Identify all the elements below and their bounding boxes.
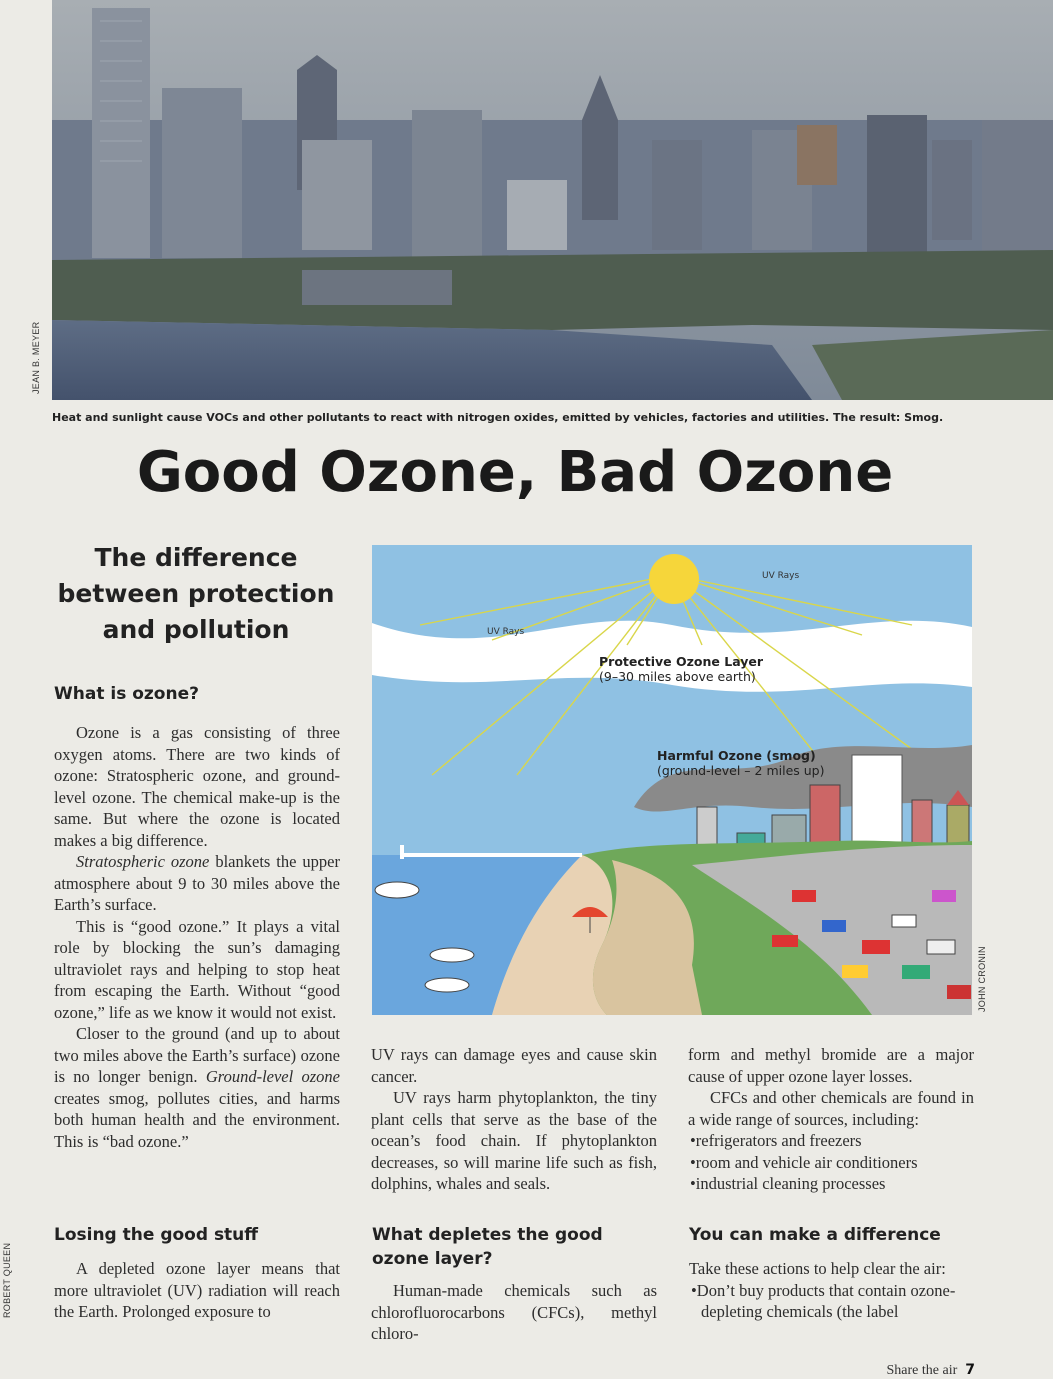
emphasis: Stratospheric ozone [76,852,210,871]
photo-caption: Heat and sunlight cause VOCs and other pollutants to react with nitrogen oxides, emitted by vehicles, factories and utilities. The result: Smog. [52,411,944,424]
paragraph [54,851,340,916]
actions-list [689,1280,975,1323]
uv-rays-label-left: UV Rays [487,627,525,637]
page-title: Good Ozone, Bad Ozone [136,440,894,505]
middle-column-text [371,1044,657,1195]
what-is-ozone-text [54,722,340,1152]
heading-what-is-ozone: What is ozone? [54,684,199,704]
subheadline: The difference between protection and pollution [57,543,335,644]
heading-losing-good-stuff: Losing the good stuff [54,1225,259,1245]
text: creates smog, pollutes cities, and harms both human health and the environment. This is “bad ozone.” [54,1088,340,1151]
paragraph: UV rays harm phytoplankton, the tiny plant cells that serve as the base of the ocean’s food chain. If phytoplankton decreases, so will marine life such as fish, dolphins, whales and seals. [371,1088,657,1193]
heading-what-depletes: What depletes the good ozone layer? [372,1225,603,1269]
diagram-credit: JOHN CRONIN [977,946,987,1012]
text: Closer to the ground (and up to about two miles above the Earth’s surface) ozone is no longer benign. [54,1024,340,1086]
list-item: •industrial cleaning processes [690,1174,886,1193]
protective-layer-label [599,654,763,684]
page-number: 7 [965,1362,975,1378]
paragraph: Human-made chemicals such as chlorofluorocarbons (CFCs), methyl chloro- [371,1281,657,1343]
footer-title: Share the air [886,1363,958,1378]
photo-credit: JEAN B. MEYER [31,321,41,394]
paragraph: form and methyl bromide are a major cause of upper ozone layer losses. [688,1045,974,1086]
side-credit: ROBERT QUEEN [2,1242,12,1318]
protective-layer-title: Protective Ozone Layer [599,654,764,669]
paragraph: This is “good ozone.” It plays a vital role by blocking the sun’s damaging ultraviolet rays and helping to stop heat from escaping the Earth. Without “good ozone,” life as we know it would not exist. [54,916,340,1022]
sources-list [688,1130,974,1195]
list-item: •refrigerators and freezers [690,1131,862,1150]
harmful-ozone-range: (ground-level – 2 miles up) [657,763,825,778]
paragraph: Take these actions to help clear the air: [689,1259,946,1278]
page-footer [887,1362,976,1379]
what-depletes-text [371,1280,657,1345]
ozone-diagram [372,545,972,1015]
paragraph: Ozone is a gas consisting of three oxygen atoms. There are two kinds of ozone: Stratospheric ozone, and ground-level ozone. The chemical make-up is the same. But where the ozone is located makes a big difference. [54,723,340,850]
emphasis: Ground-level ozone [205,1067,340,1086]
text: blankets the upper atmosphere about 9 to 30 miles above the Earth’s surface. [54,852,340,914]
hero-photo-smog-skyline [52,0,1053,400]
protective-layer-range: (9–30 miles above earth) [599,669,756,684]
heading-make-difference: You can make a difference [689,1225,941,1245]
paragraph: CFCs and other chemicals are found in a wide range of sources, including: [688,1088,974,1129]
paragraph [54,1023,340,1152]
uv-rays-label-right: UV Rays [762,571,800,581]
make-difference-text [689,1258,975,1323]
paragraph: A depleted ozone layer means that more ultraviolet (UV) radiation will reach the Earth. Prolonged exposure to [54,1259,340,1321]
paragraph: UV rays can damage eyes and cause skin cancer. [371,1045,657,1086]
list-item: •Don’t buy products that contain ozone-depleting chemicals (the label [691,1280,956,1321]
right-column-text [688,1044,974,1195]
harmful-ozone-title: Harmful Ozone (smog) [657,748,816,763]
losing-good-stuff-text [54,1258,340,1323]
list-item: •room and vehicle air conditioners [690,1152,918,1172]
harmful-ozone-label [657,748,825,778]
